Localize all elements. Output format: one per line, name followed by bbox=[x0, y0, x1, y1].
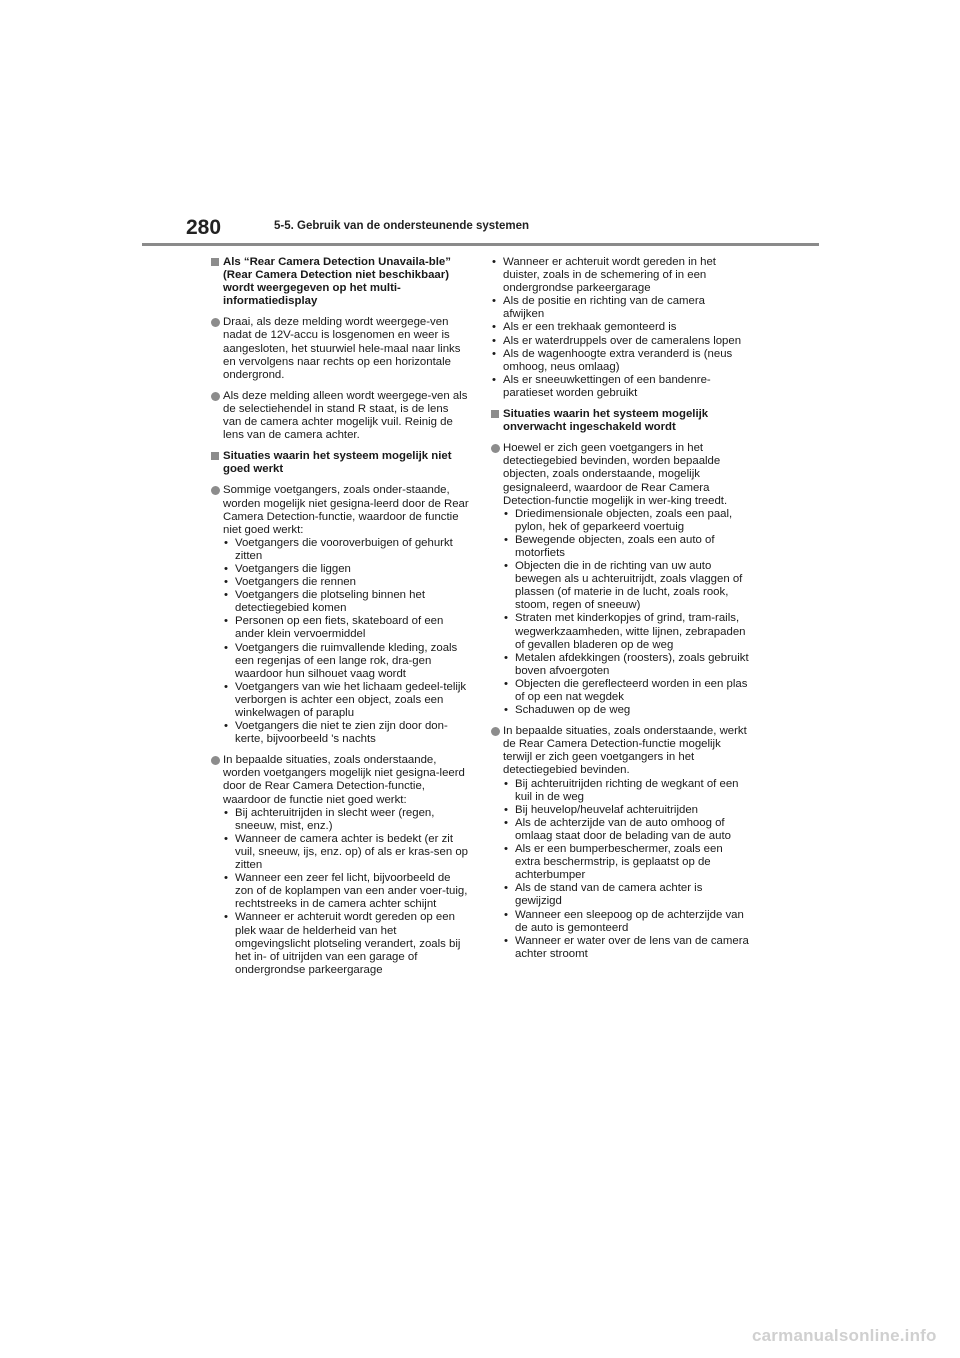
chapter-title: 5-5. Gebruik van de ondersteunende systemen bbox=[274, 220, 529, 232]
list-item: • Personen op een fiets, skateboard of een ander klein vervoermiddel bbox=[223, 615, 469, 641]
object-list bbox=[503, 508, 749, 718]
square-bullet-icon bbox=[491, 410, 499, 418]
list-item: • Als er sneeuwkettingen of een bandenre-paratieset worden gebruikt bbox=[491, 374, 749, 400]
list-item: • Als er waterdruppels over de cameralens lopen bbox=[491, 335, 749, 348]
header-divider bbox=[142, 243, 819, 246]
list-item: • Wanneer er achteruit wordt gereden in het duister, zoals in de schemering of in een ondergrondse parkeergarage bbox=[491, 256, 749, 295]
list-item: • Voetgangers die ruimvallende kleding, zoals een regenjas of een lange rok, dra-gen waardoor hun silhouet vaag wordt bbox=[223, 642, 469, 681]
paragraph-text: In bepaalde situaties, zoals onderstaande, werkt de Rear Camera Detection-functie mogelijk terwijl er zich geen voetgangers in het detectiegebied bevinden. bbox=[503, 725, 747, 777]
heading-text: Situaties waarin het systeem mogelijk onverwacht ingeschakeld wordt bbox=[503, 408, 709, 434]
right-column bbox=[491, 256, 749, 969]
square-bullet-icon bbox=[211, 452, 219, 460]
list-item: • Voetgangers die liggen bbox=[223, 563, 469, 576]
heading-text: Situaties waarin het systeem mogelijk niet goed werkt bbox=[223, 450, 452, 476]
list-item: • Voetgangers die niet te zien zijn door don-kerte, bijvoorbeeld 's nachts bbox=[223, 720, 469, 746]
circle-bullet-icon bbox=[491, 727, 500, 736]
pedestrian-list bbox=[223, 537, 469, 747]
paragraph-text: Sommige voetgangers, zoals onder-staande, worden mogelijk niet gesigna-leerd door de Rear Camera Detection-functie, waardoor de functie niet goed werkt: bbox=[223, 484, 469, 536]
list-item: • Bij heuvelop/heuvelaf achteruitrijden bbox=[503, 804, 749, 817]
list-item: • Driedimensionale objecten, zoals een paal, pylon, hek of geparkeerd voertuig bbox=[503, 508, 749, 534]
list-item: • Wanneer er water over de lens van de camera achter stroomt bbox=[503, 935, 749, 961]
list-item: • Als er een trekhaak gemonteerd is bbox=[491, 321, 749, 334]
list-item: • Wanneer een zeer fel licht, bijvoorbeeld de zon of de koplampen van een ander voer-tuig, rechtstreeks in de camera achter schijnt bbox=[223, 872, 469, 911]
circle-bullet-icon bbox=[211, 756, 220, 765]
list-item: • Als de stand van de camera achter is gewijzigd bbox=[503, 882, 749, 908]
list-item: • Wanneer er achteruit wordt gereden op een plek waar de helderheid van het omgevingslicht plotseling verandert, zoals bij het in- of uitrijden van een garage of ondergrondse parkeergarage bbox=[223, 911, 469, 976]
list-item: • Als de achterzijde van de auto omhoog of omlaag staat door de belading van de auto bbox=[503, 817, 749, 843]
circle-bullet-icon bbox=[491, 444, 500, 453]
paragraph-text: Als deze melding alleen wordt weergege-ven als de selectiehendel in stand R staat, is de lens van de camera achter mogelijk vuil. Reinig de lens van de camera achter. bbox=[223, 389, 468, 442]
list-item: • Voetgangers die plotseling binnen het detectiegebied komen bbox=[223, 589, 469, 615]
left-column bbox=[211, 256, 469, 985]
list-item: • Voetgangers van wie het lichaam gedeel-telijk verborgen is achter een object, zoals een winkelwagen of paraplu bbox=[223, 681, 469, 720]
circle-bullet-icon bbox=[211, 318, 220, 327]
list-item: • Schaduwen op de weg bbox=[503, 704, 749, 717]
list-item: • Objecten die gereflecteerd worden in een plas of op een nat wegdek bbox=[503, 678, 749, 704]
paragraph-dirty-lens bbox=[211, 390, 469, 442]
paragraph-pedestrians bbox=[211, 484, 469, 746]
paragraph-no-pedestrians bbox=[491, 725, 749, 961]
section-heading-not-working bbox=[211, 450, 469, 476]
section-heading-unexpected bbox=[491, 408, 749, 434]
circle-bullet-icon bbox=[211, 392, 220, 401]
list-item: • Als de wagenhoogte extra veranderd is (neus omhoog, neus omlaag) bbox=[491, 348, 749, 374]
list-item: • Bij achteruitrijden in slecht weer (regen, sneeuw, mist, enz.) bbox=[223, 807, 469, 833]
list-item: • Bewegende objecten, zoals een auto of motorfiets bbox=[503, 534, 749, 560]
paragraph-text: In bepaalde situaties, zoals onderstaande, worden voetgangers mogelijk niet gesigna-leerd door de Rear Camera Detection-functie, waardoor de functie niet goed werkt: bbox=[223, 754, 465, 806]
list-item: • Wanneer een sleepoog op de achterzijde van de auto is gemonteerd bbox=[503, 909, 749, 935]
situation-list bbox=[223, 807, 469, 977]
heading-text: Als “Rear Camera Detection Unavaila-ble” (Rear Camera Detection niet beschikbaar) wordt weergegeven op het multi-informatiedisplay bbox=[223, 256, 451, 308]
paragraph-objects bbox=[491, 442, 749, 717]
list-item: • Wanneer de camera achter is bedekt (er zit vuil, sneeuw, ijs, enz. op) of als er kras-sen op zitten bbox=[223, 833, 469, 872]
list-item: • Bij achteruitrijden richting de wegkant of een kuil in de weg bbox=[503, 778, 749, 804]
paragraph-text: Hoewel er zich geen voetgangers in het detectiegebied bevinden, worden bepaalde objecten, zoals onderstaande, mogelijk gesignaleerd, waardoor de Rear Camera Detection-functie mogelijk in wer-king treedt. bbox=[503, 442, 728, 507]
watermark-logo: carmanualsonline.info bbox=[752, 1326, 937, 1345]
paragraph-situations bbox=[211, 754, 469, 977]
list-item: • Objecten die in de richting van uw auto bewegen als u achteruitrijdt, zoals vlaggen of plassen (of materie in de lucht, zoals rook, stoom, regen of sneeuw) bbox=[503, 560, 749, 612]
list-item: • Voetgangers die rennen bbox=[223, 576, 469, 589]
list-item: • Als de positie en richting van de camera afwijken bbox=[491, 295, 749, 321]
paragraph-text: Draai, als deze melding wordt weergege-ven nadat de 12V-accu is losgenomen en weer is aangesloten, het stuurwiel hele-maal naar links en vervolgens naar rechts op een horizontale ondergrond. bbox=[223, 316, 461, 381]
list-item: • Straten met kinderkopjes of grind, tram-rails, wegwerkzaamheden, witte lijnen, zebrapaden of gevallen bladeren op de weg bbox=[503, 612, 749, 651]
list-item: • Voetgangers die vooroverbuigen of gehurkt zitten bbox=[223, 537, 469, 563]
condition-list bbox=[503, 778, 749, 961]
square-bullet-icon bbox=[211, 258, 219, 266]
situation-list-continued bbox=[491, 256, 749, 400]
list-item: • Als er een bumperbeschermer, zoals een extra beschermstrip, is geplaatst op de achterbumper bbox=[503, 843, 749, 882]
section-heading-unavailable bbox=[211, 256, 469, 308]
page-number: 280 bbox=[186, 216, 222, 239]
list-item: • Metalen afdekkingen (roosters), zoals gebruikt boven afvoergoten bbox=[503, 652, 749, 678]
circle-bullet-icon bbox=[211, 486, 220, 495]
paragraph-battery-reconnect bbox=[211, 316, 469, 381]
